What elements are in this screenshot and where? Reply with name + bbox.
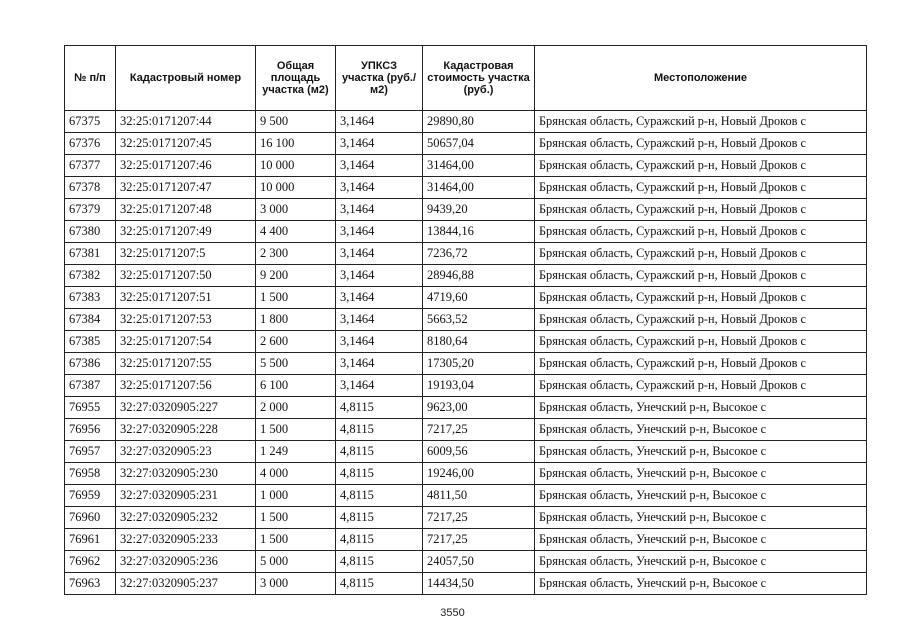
cell-cadastral-number: 32:25:0171207:45: [116, 133, 256, 155]
cell-upksz: 4,8115: [336, 397, 423, 419]
cell-area: 2 300: [256, 243, 336, 265]
header-row: [65, 46, 867, 111]
table-row: [65, 507, 867, 529]
table-row: [65, 287, 867, 309]
table-row: [65, 111, 867, 133]
cell-location: Брянская область, Суражский р-н, Новый Дроков с: [535, 155, 867, 177]
table-row: [65, 551, 867, 573]
header-number: № п/п: [65, 46, 116, 111]
cell-cadastral-number: 32:25:0171207:46: [116, 155, 256, 177]
cell-upksz: 3,1464: [336, 331, 423, 353]
cell-number: 67377: [65, 155, 116, 177]
cell-location: Брянская область, Суражский р-н, Новый Дроков с: [535, 309, 867, 331]
cell-upksz: 4,8115: [336, 485, 423, 507]
cell-number: 67384: [65, 309, 116, 331]
header-upksz: УПКСЗ участка (руб./м2): [336, 46, 423, 111]
cell-location: Брянская область, Унечский р-н, Высокое с: [535, 419, 867, 441]
cell-area: 3 000: [256, 573, 336, 595]
cell-cadastral-value: 14434,50: [423, 573, 535, 595]
cell-area: 4 400: [256, 221, 336, 243]
cell-cadastral-number: 32:25:0171207:54: [116, 331, 256, 353]
table-row: [65, 155, 867, 177]
header-cadastral-number: Кадастровый номер: [116, 46, 256, 111]
cell-cadastral-number: 32:27:0320905:232: [116, 507, 256, 529]
table-row: [65, 199, 867, 221]
table-row: [65, 573, 867, 595]
cell-upksz: 3,1464: [336, 287, 423, 309]
cell-area: 9 200: [256, 265, 336, 287]
cell-cadastral-value: 50657,04: [423, 133, 535, 155]
cell-cadastral-value: 19193,04: [423, 375, 535, 397]
cell-number: 76960: [65, 507, 116, 529]
cell-upksz: 3,1464: [336, 265, 423, 287]
cell-location: Брянская область, Суражский р-н, Новый Дроков с: [535, 111, 867, 133]
cell-location: Брянская область, Унечский р-н, Высокое с: [535, 463, 867, 485]
cell-cadastral-value: 31464,00: [423, 177, 535, 199]
table-row: [65, 133, 867, 155]
cell-cadastral-value: 19246,00: [423, 463, 535, 485]
cell-location: Брянская область, Унечский р-н, Высокое с: [535, 529, 867, 551]
cell-cadastral-number: 32:25:0171207:50: [116, 265, 256, 287]
cell-area: 2 600: [256, 331, 336, 353]
cell-number: 76957: [65, 441, 116, 463]
cell-cadastral-number: 32:27:0320905:231: [116, 485, 256, 507]
cell-cadastral-value: 7236,72: [423, 243, 535, 265]
cell-location: Брянская область, Унечский р-н, Высокое с: [535, 573, 867, 595]
cell-cadastral-value: 5663,52: [423, 309, 535, 331]
cell-area: 1 500: [256, 529, 336, 551]
table-row: [65, 243, 867, 265]
cell-number: 76963: [65, 573, 116, 595]
header-location: Местоположение: [535, 46, 867, 111]
header-area: Общая площадь участка (м2): [256, 46, 336, 111]
cell-area: 9 500: [256, 111, 336, 133]
cell-number: 76959: [65, 485, 116, 507]
cell-upksz: 3,1464: [336, 353, 423, 375]
cell-location: Брянская область, Унечский р-н, Высокое с: [535, 507, 867, 529]
table-row: [65, 397, 867, 419]
cell-area: 2 000: [256, 397, 336, 419]
cell-location: Брянская область, Суражский р-н, Новый Дроков с: [535, 199, 867, 221]
cell-cadastral-value: 29890,80: [423, 111, 535, 133]
cell-cadastral-number: 32:25:0171207:49: [116, 221, 256, 243]
table-row: [65, 441, 867, 463]
cell-cadastral-value: 31464,00: [423, 155, 535, 177]
cell-upksz: 3,1464: [336, 111, 423, 133]
cell-number: 67383: [65, 287, 116, 309]
cell-cadastral-number: 32:25:0171207:51: [116, 287, 256, 309]
cell-upksz: 3,1464: [336, 133, 423, 155]
cell-area: 10 000: [256, 155, 336, 177]
cell-cadastral-value: 4811,50: [423, 485, 535, 507]
table-row: [65, 265, 867, 287]
table-row: [65, 177, 867, 199]
cell-cadastral-value: 13844,16: [423, 221, 535, 243]
cell-cadastral-value: 24057,50: [423, 551, 535, 573]
cell-location: Брянская область, Суражский р-н, Новый Дроков с: [535, 331, 867, 353]
cell-number: 67387: [65, 375, 116, 397]
cell-area: 1 500: [256, 419, 336, 441]
table-header: [65, 46, 867, 111]
cell-number: 67380: [65, 221, 116, 243]
cell-upksz: 4,8115: [336, 463, 423, 485]
cell-cadastral-number: 32:25:0171207:48: [116, 199, 256, 221]
table-row: [65, 221, 867, 243]
cell-cadastral-value: 6009,56: [423, 441, 535, 463]
cell-number: 67385: [65, 331, 116, 353]
cell-upksz: 3,1464: [336, 243, 423, 265]
cell-location: Брянская область, Суражский р-н, Новый Дроков с: [535, 265, 867, 287]
cell-cadastral-value: 7217,25: [423, 419, 535, 441]
table-row: [65, 485, 867, 507]
cell-cadastral-value: 7217,25: [423, 529, 535, 551]
cell-upksz: 4,8115: [336, 507, 423, 529]
cell-number: 67376: [65, 133, 116, 155]
header-cadastral-value: Кадастровая стоимость участка (руб.): [423, 46, 535, 111]
cell-location: Брянская область, Суражский р-н, Новый Дроков с: [535, 177, 867, 199]
cell-number: 67381: [65, 243, 116, 265]
cell-cadastral-number: 32:25:0171207:56: [116, 375, 256, 397]
cell-location: Брянская область, Суражский р-н, Новый Дроков с: [535, 133, 867, 155]
cell-upksz: 4,8115: [336, 551, 423, 573]
cell-cadastral-number: 32:25:0171207:55: [116, 353, 256, 375]
cell-number: 67375: [65, 111, 116, 133]
cell-upksz: 3,1464: [336, 375, 423, 397]
cell-upksz: 4,8115: [336, 419, 423, 441]
cell-location: Брянская область, Суражский р-н, Новый Дроков с: [535, 287, 867, 309]
cell-area: 1 800: [256, 309, 336, 331]
cell-location: Брянская область, Суражский р-н, Новый Дроков с: [535, 221, 867, 243]
cell-cadastral-number: 32:27:0320905:230: [116, 463, 256, 485]
cell-upksz: 3,1464: [336, 221, 423, 243]
cell-number: 76955: [65, 397, 116, 419]
cell-number: 67378: [65, 177, 116, 199]
cell-location: Брянская область, Унечский р-н, Высокое с: [535, 485, 867, 507]
cell-location: Брянская область, Суражский р-н, Новый Дроков с: [535, 375, 867, 397]
table-row: [65, 309, 867, 331]
cell-area: 1 000: [256, 485, 336, 507]
cadastral-table: [64, 45, 867, 595]
cell-upksz: 3,1464: [336, 177, 423, 199]
cell-area: 1 249: [256, 441, 336, 463]
table-body: [65, 111, 867, 595]
cell-area: 10 000: [256, 177, 336, 199]
cell-cadastral-value: 4719,60: [423, 287, 535, 309]
cell-cadastral-number: 32:27:0320905:228: [116, 419, 256, 441]
cell-area: 1 500: [256, 287, 336, 309]
cell-number: 67382: [65, 265, 116, 287]
cell-area: 5 500: [256, 353, 336, 375]
cell-cadastral-number: 32:27:0320905:233: [116, 529, 256, 551]
cell-upksz: 3,1464: [336, 199, 423, 221]
table-row: [65, 375, 867, 397]
cell-cadastral-number: 32:27:0320905:23: [116, 441, 256, 463]
cell-area: 3 000: [256, 199, 336, 221]
cell-upksz: 3,1464: [336, 155, 423, 177]
cell-cadastral-number: 32:27:0320905:236: [116, 551, 256, 573]
cell-cadastral-value: 7217,25: [423, 507, 535, 529]
cell-location: Брянская область, Суражский р-н, Новый Дроков с: [535, 353, 867, 375]
cell-upksz: 4,8115: [336, 441, 423, 463]
cell-upksz: 4,8115: [336, 529, 423, 551]
cell-number: 67386: [65, 353, 116, 375]
cell-cadastral-number: 32:25:0171207:44: [116, 111, 256, 133]
cell-number: 76961: [65, 529, 116, 551]
cell-cadastral-number: 32:25:0171207:47: [116, 177, 256, 199]
page-number: 3550: [440, 607, 465, 619]
cell-number: 76956: [65, 419, 116, 441]
cell-cadastral-value: 8180,64: [423, 331, 535, 353]
cell-cadastral-value: 9439,20: [423, 199, 535, 221]
cell-area: 16 100: [256, 133, 336, 155]
table-row: [65, 353, 867, 375]
cell-cadastral-number: 32:27:0320905:237: [116, 573, 256, 595]
cell-cadastral-value: 28946,88: [423, 265, 535, 287]
cell-area: 4 000: [256, 463, 336, 485]
cell-cadastral-value: 17305,20: [423, 353, 535, 375]
table-row: [65, 331, 867, 353]
cell-location: Брянская область, Унечский р-н, Высокое с: [535, 397, 867, 419]
cell-location: Брянская область, Унечский р-н, Высокое с: [535, 551, 867, 573]
table-row: [65, 463, 867, 485]
cell-number: 76958: [65, 463, 116, 485]
cell-upksz: 4,8115: [336, 573, 423, 595]
cell-area: 5 000: [256, 551, 336, 573]
cell-area: 1 500: [256, 507, 336, 529]
cell-cadastral-value: 9623,00: [423, 397, 535, 419]
cell-upksz: 3,1464: [336, 309, 423, 331]
table-row: [65, 419, 867, 441]
cell-number: 67379: [65, 199, 116, 221]
cell-number: 76962: [65, 551, 116, 573]
cell-location: Брянская область, Унечский р-н, Высокое с: [535, 441, 867, 463]
cell-cadastral-number: 32:27:0320905:227: [116, 397, 256, 419]
cell-cadastral-number: 32:25:0171207:5: [116, 243, 256, 265]
cell-location: Брянская область, Суражский р-н, Новый Дроков с: [535, 243, 867, 265]
cell-cadastral-number: 32:25:0171207:53: [116, 309, 256, 331]
table-row: [65, 529, 867, 551]
cell-area: 6 100: [256, 375, 336, 397]
